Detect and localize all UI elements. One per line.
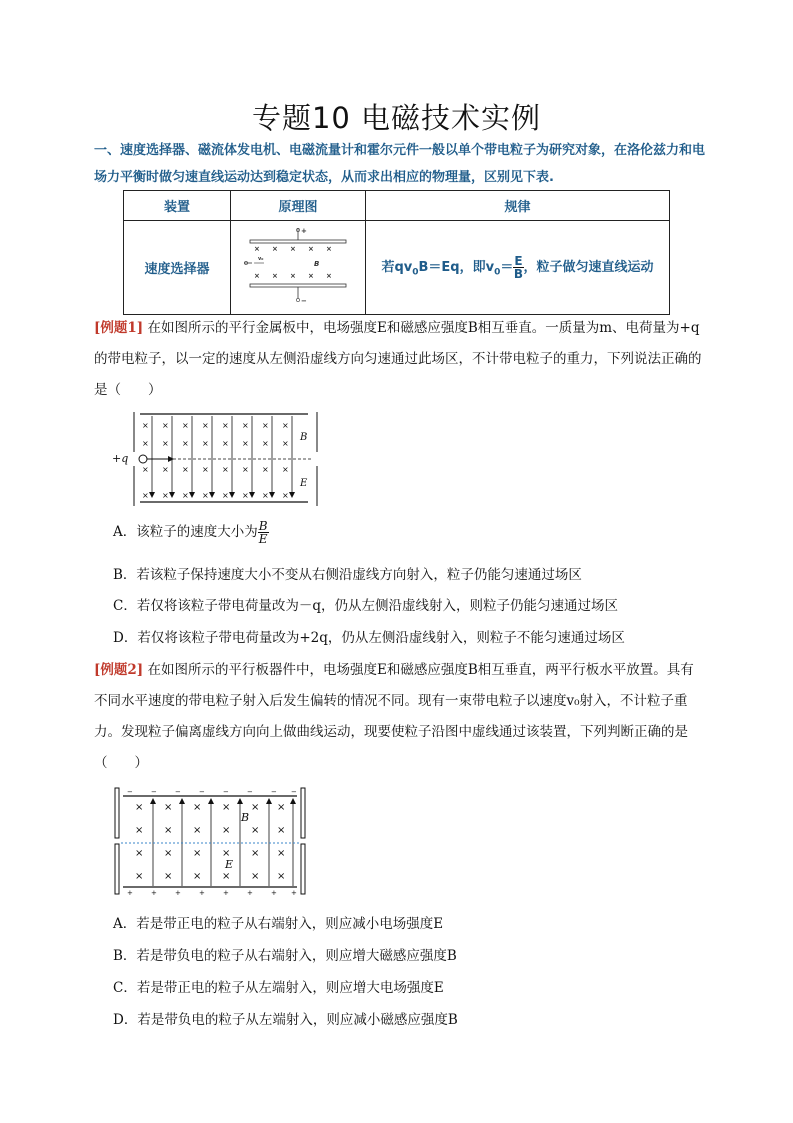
intro-paragraph: 一、速度选择器、磁流体发电机、电磁流量计和霍尔元件一般以单个带电粒子为研究对象，在洛伦兹力和电场力平衡时做匀速直线运动达到稳定状态，从而求出相应的物理量，区别见下表.: [94, 143, 706, 185]
svg-text:×: ×: [182, 465, 189, 474]
svg-text:+: +: [247, 889, 253, 896]
svg-text:×: ×: [193, 848, 202, 859]
svg-text:v₀: v₀: [258, 255, 264, 262]
svg-text:×: ×: [182, 421, 189, 430]
example1-stem: 在如图所示的平行金属板中，电场强度E和磁感应强度B相互垂直。一质量为m、电荷量为+q的带电粒子，以一定的速度从左侧沿虚线方向匀速通过此场区，不计带电粒子的重力，下列说法正确的是（ ）: [94, 320, 702, 398]
example2-option-c[interactable]: C．若是带正电的粒子从左端射入，则应增大电场强度E: [113, 980, 444, 996]
svg-text:×: ×: [242, 421, 249, 430]
table-header-device: 装置: [124, 191, 231, 221]
svg-text:+: +: [271, 889, 277, 896]
svg-text:×: ×: [251, 825, 260, 836]
example1-option-a[interactable]: [113, 520, 269, 545]
svg-text:×: ×: [242, 439, 249, 448]
svg-text:×: ×: [272, 244, 278, 253]
svg-text:×: ×: [182, 491, 189, 500]
svg-text:×: ×: [222, 871, 231, 882]
svg-text:×: ×: [262, 439, 269, 448]
svg-text:×: ×: [193, 871, 202, 882]
rule-fraction-num: E: [514, 254, 523, 268]
svg-text:−: −: [301, 296, 307, 305]
svg-text:+: +: [291, 889, 297, 896]
example1-option-d[interactable]: D．若仅将该粒子带电荷量改为+2q，仍从左侧沿虚线射入，则粒子不能匀速通过场区: [113, 630, 625, 646]
svg-text:×: ×: [282, 439, 289, 448]
svg-text:×: ×: [202, 491, 209, 500]
svg-text:×: ×: [251, 871, 260, 882]
rule-subscript-1: 0: [494, 267, 501, 278]
example1-option-a-text: A．该粒子的速度大小为: [113, 524, 258, 540]
svg-text:×: ×: [164, 802, 173, 813]
rule-prefix: 若qv: [381, 260, 413, 275]
velocity-selector-diagram: [242, 226, 354, 306]
svg-text:×: ×: [164, 871, 173, 882]
svg-text:×: ×: [222, 439, 229, 448]
svg-text:×: ×: [162, 439, 169, 448]
example1-e-label: E: [300, 478, 308, 489]
example2-stem: 在如图所示的平行板器件中，电场强度E和磁感应强度B相互垂直，两平行板水平放置。具有不同水平速度的带电粒子射入后发生偏转的情况不同。现有一束带电粒子以速度v₀射入，不计粒子重力。发现粒子偏离虚线方向向上做曲线运动，现要使粒子沿图中虚线通过该装置，下列判断正确的是（ ）: [94, 662, 694, 771]
svg-text:×: ×: [142, 465, 149, 474]
svg-text:×: ×: [254, 271, 260, 280]
svg-text:×: ×: [222, 825, 231, 836]
svg-text:×: ×: [162, 491, 169, 500]
svg-text:×: ×: [251, 848, 260, 859]
svg-text:×: ×: [222, 465, 229, 474]
example1-option-c[interactable]: C．若仅将该粒子带电荷量改为－q，仍从左侧沿虚线射入，则粒子仍能匀速通过场区: [113, 598, 618, 614]
svg-text:×: ×: [277, 871, 286, 882]
svg-text:×: ×: [282, 421, 289, 430]
example2-b-label: B: [241, 811, 250, 824]
svg-text:×: ×: [142, 421, 149, 430]
svg-text:×: ×: [164, 825, 173, 836]
svg-text:×: ×: [308, 244, 314, 253]
svg-text:×: ×: [277, 802, 286, 813]
svg-text:×: ×: [135, 871, 144, 882]
table-cell-rule: [366, 221, 670, 315]
example1-figure: [112, 408, 322, 510]
svg-text:×: ×: [142, 439, 149, 448]
rule-suffix: ，粒子做匀速直线运动: [523, 260, 654, 275]
example1-stem-block: [94, 313, 704, 406]
svg-text:+: +: [301, 226, 307, 235]
svg-text:−: −: [271, 788, 277, 796]
svg-text:×: ×: [326, 244, 332, 253]
svg-text:+: +: [199, 889, 205, 896]
svg-text:×: ×: [262, 465, 269, 474]
svg-text:×: ×: [202, 421, 209, 430]
svg-text:×: ×: [182, 439, 189, 448]
svg-text:×: ×: [251, 802, 260, 813]
svg-text:×: ×: [193, 825, 202, 836]
page-title: 专题10 电磁技术实例: [251, 101, 542, 135]
table-header-rule: 规律: [366, 191, 670, 221]
example2-e-label: E: [225, 858, 234, 871]
svg-text:×: ×: [277, 825, 286, 836]
table-row: [124, 221, 670, 315]
svg-text:×: ×: [272, 271, 278, 280]
svg-text:+: +: [175, 889, 181, 896]
svg-text:×: ×: [222, 421, 229, 430]
example2-figure: [113, 786, 309, 896]
svg-text:−: −: [199, 788, 205, 796]
svg-text:×: ×: [202, 465, 209, 474]
svg-text:×: ×: [242, 465, 249, 474]
svg-text:×: ×: [162, 465, 169, 474]
example2-stem-block: [94, 655, 704, 779]
svg-text:×: ×: [222, 848, 231, 859]
rule-fraction-den: B: [513, 267, 524, 281]
example1-option-a-den: E: [258, 532, 268, 546]
rule-fraction: [513, 255, 523, 280]
svg-text:−: −: [291, 788, 297, 796]
svg-text:×: ×: [222, 802, 231, 813]
svg-text:−: −: [223, 788, 229, 796]
example1-option-a-num: B: [258, 519, 268, 533]
svg-text:×: ×: [308, 271, 314, 280]
svg-text:−: −: [151, 788, 157, 796]
svg-text:×: ×: [142, 491, 149, 500]
svg-text:×: ×: [262, 491, 269, 500]
example1-charge-label: +q: [112, 452, 129, 465]
comparison-table: [123, 190, 670, 315]
svg-text:×: ×: [290, 244, 296, 253]
svg-text:−: −: [127, 788, 133, 796]
example1-option-a-fraction: [258, 520, 269, 545]
svg-text:+: +: [127, 889, 133, 896]
svg-text:×: ×: [164, 848, 173, 859]
svg-text:×: ×: [277, 848, 286, 859]
table-header-diagram: 原理图: [231, 191, 366, 221]
rule-mid: B＝Eq，即v: [418, 260, 495, 275]
rule-subscript-0: 0: [412, 267, 419, 278]
svg-text:×: ×: [262, 421, 269, 430]
svg-text:×: ×: [162, 421, 169, 430]
svg-text:−: −: [175, 788, 181, 796]
table-cell-device: 速度选择器: [124, 221, 231, 315]
example2-option-b[interactable]: B．若是带负电的粒子从右端射入，则应增大磁感应强度B: [113, 948, 457, 964]
svg-text:×: ×: [282, 465, 289, 474]
svg-text:+: +: [151, 889, 157, 896]
svg-text:×: ×: [202, 439, 209, 448]
svg-text:×: ×: [242, 491, 249, 500]
svg-text:×: ×: [326, 271, 332, 280]
table-header-row: [124, 191, 670, 221]
table-cell-diagram: [231, 221, 366, 315]
example1-label: [例题1]: [94, 320, 144, 336]
example2-label: [例题2]: [94, 662, 144, 678]
example1-b-label: B: [300, 432, 308, 443]
example1-option-b[interactable]: B．若该粒子保持速度大小不变从右侧沿虚线方向射入，粒子仍能匀速通过场区: [113, 567, 582, 583]
svg-text:×: ×: [135, 825, 144, 836]
svg-text:×: ×: [290, 271, 296, 280]
svg-text:×: ×: [135, 848, 144, 859]
svg-text:×: ×: [222, 491, 229, 500]
example2-option-a[interactable]: A．若是带正电的粒子从右端射入，则应减小电场强度E: [113, 916, 444, 932]
rule-eq: ＝: [500, 260, 514, 275]
example2-option-d[interactable]: D．若是带负电的粒子从左端射入，则应减小磁感应强度B: [113, 1012, 458, 1028]
svg-text:−: −: [247, 788, 253, 796]
svg-text:×: ×: [135, 802, 144, 813]
svg-text:B: B: [314, 259, 320, 268]
svg-text:+: +: [223, 889, 229, 896]
svg-text:×: ×: [282, 491, 289, 500]
svg-text:×: ×: [254, 244, 260, 253]
svg-text:×: ×: [193, 802, 202, 813]
